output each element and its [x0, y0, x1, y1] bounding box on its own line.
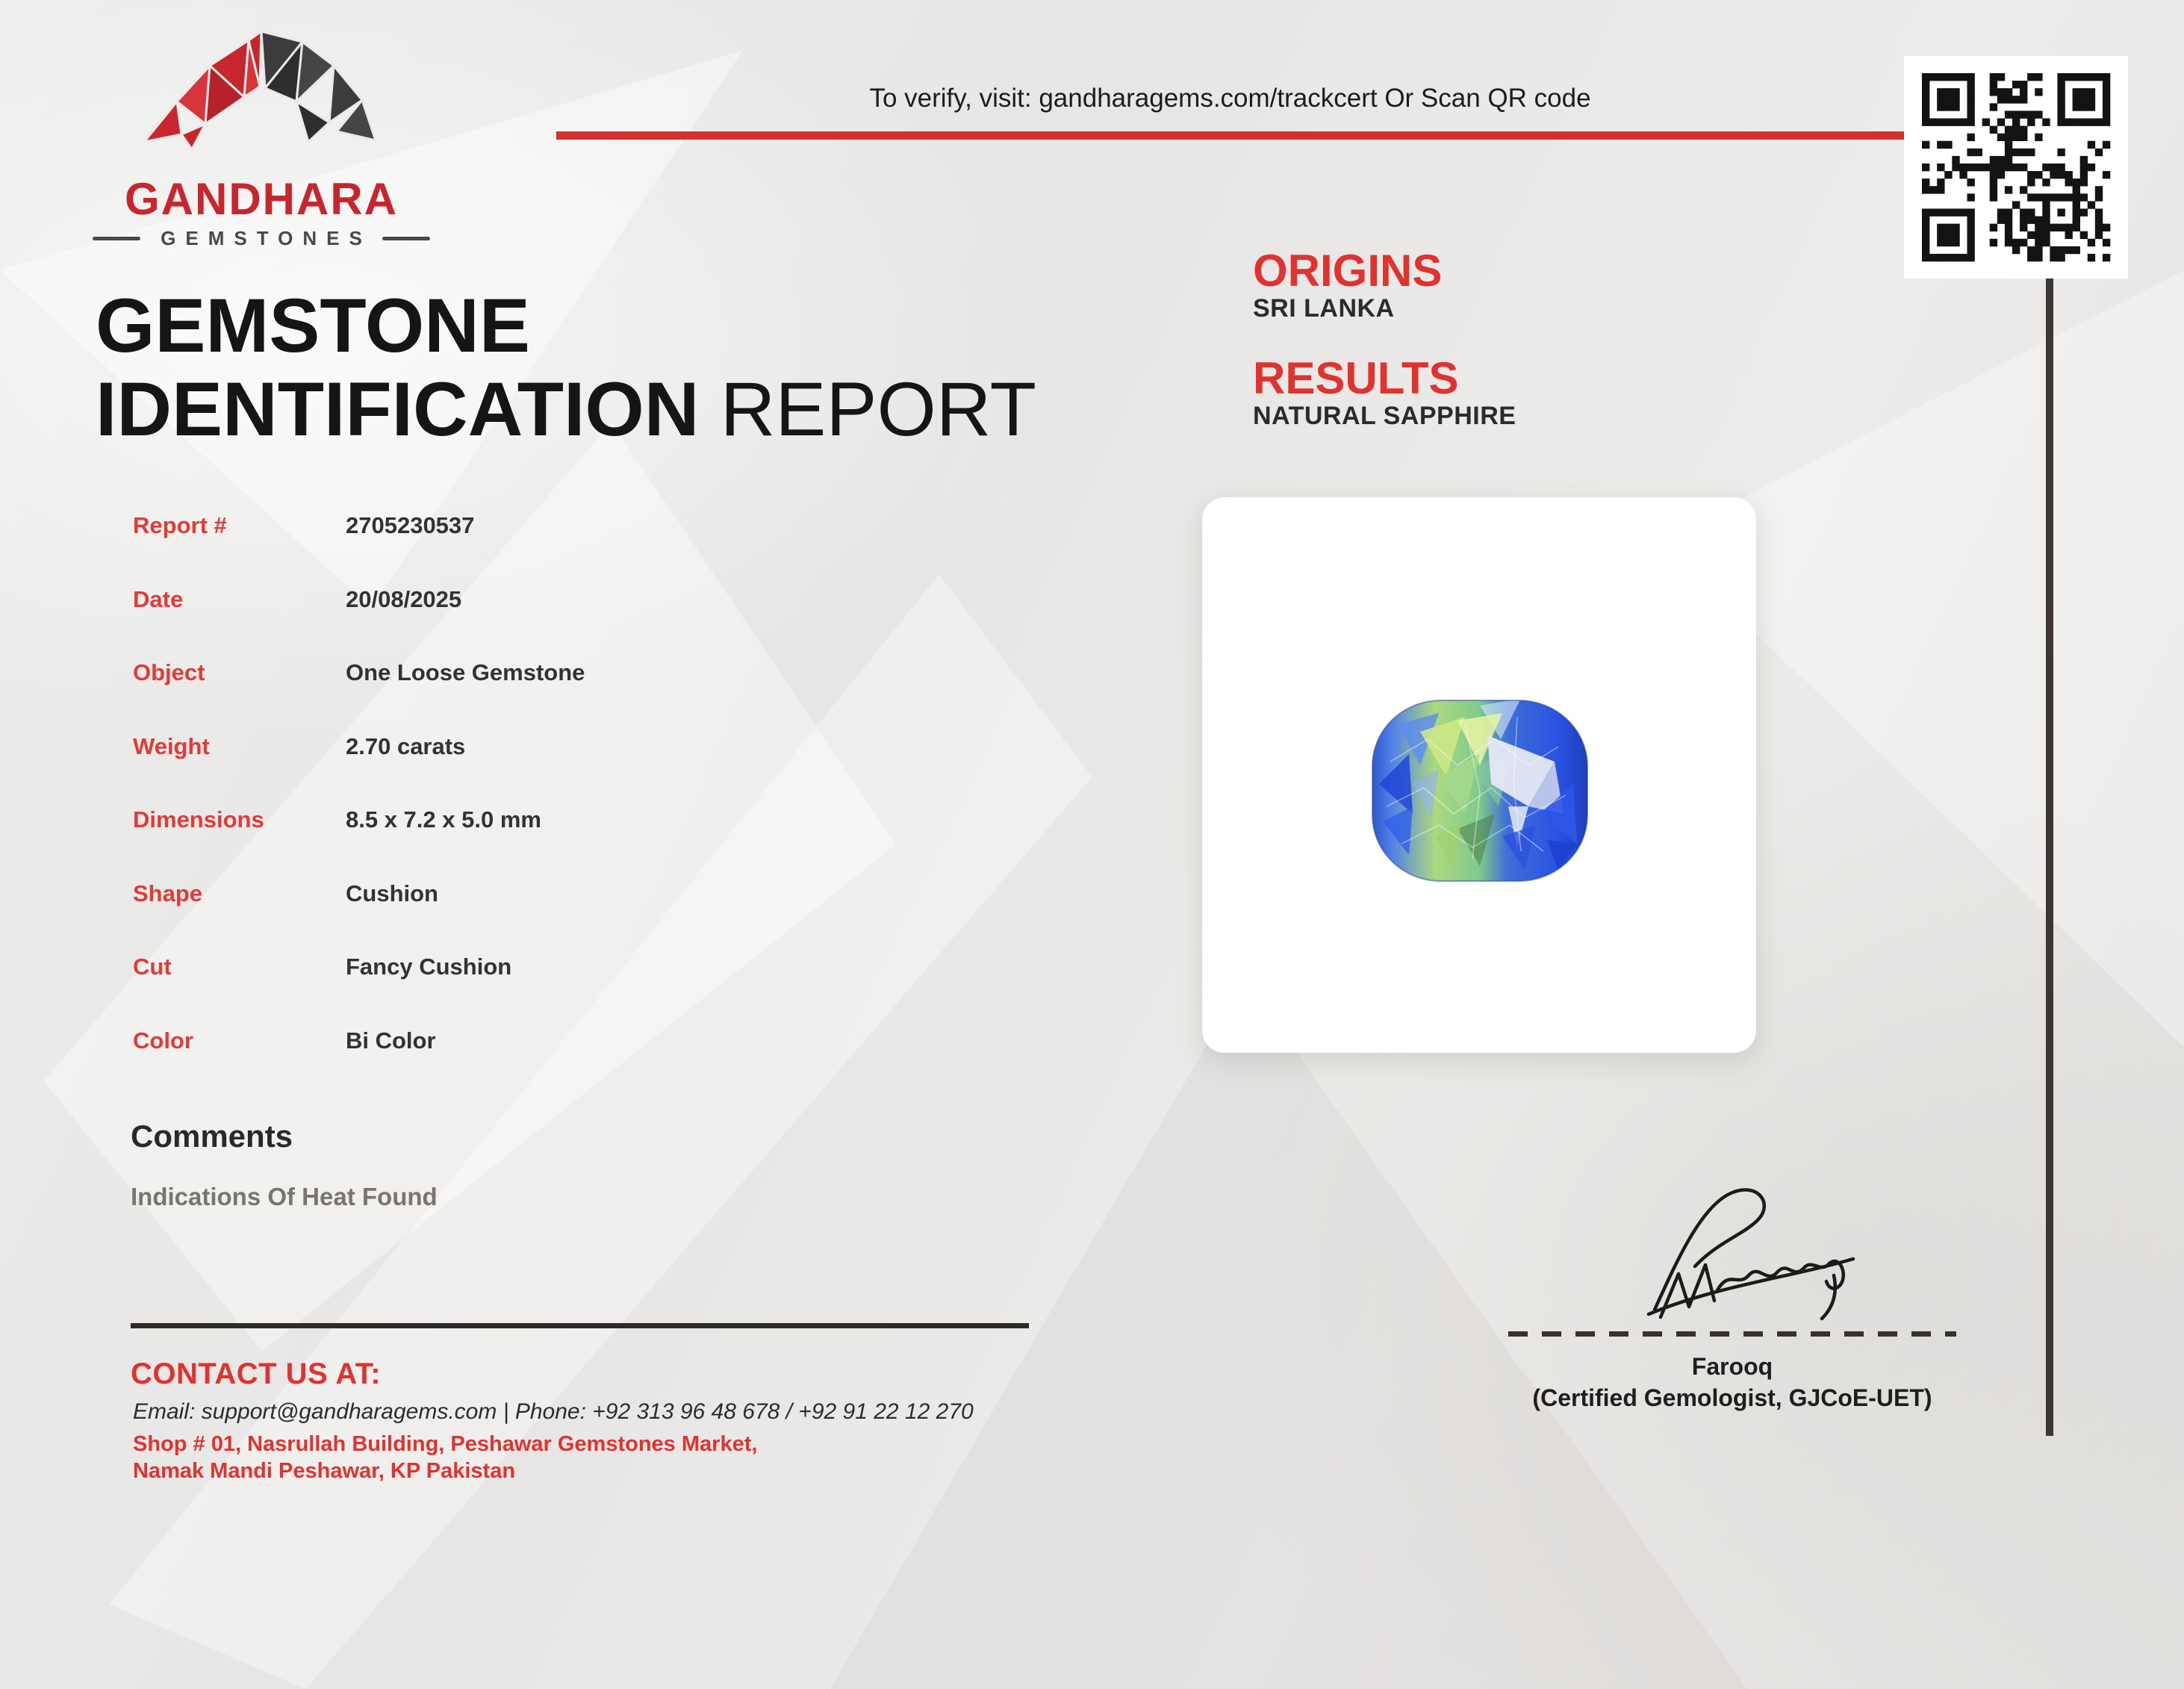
page-title-line2 — [96, 366, 1036, 453]
field-label-object: Object — [133, 659, 205, 685]
accent-bar — [556, 131, 1905, 140]
field-value-report-number: 2705230537 — [346, 512, 475, 538]
contact-email-phone: Email: support@gandharagems.com | Phone: +92 313 96 48 678 / +92 91 22 12 270 — [133, 1399, 974, 1424]
origins-heading: ORIGINS — [1253, 246, 1443, 296]
field-value-dimensions: 8.5 x 7.2 x 5.0 mm — [346, 806, 541, 833]
gem-photo — [1368, 694, 1592, 887]
field-label-report-number: Report # — [133, 512, 227, 538]
vertical-rule — [2046, 279, 2053, 1436]
field-label-weight: Weight — [133, 733, 210, 759]
field-value-weight: 2.70 carats — [346, 733, 466, 759]
field-label-dimensions: Dimensions — [133, 806, 264, 833]
signature-handwriting — [1605, 1171, 1897, 1331]
comments-heading: Comments — [131, 1119, 293, 1154]
field-label-date: Date — [133, 586, 184, 612]
results-heading: RESULTS — [1253, 353, 1459, 403]
signature-dashed-line — [1508, 1331, 1956, 1337]
contact-address-line2: Namak Mandi Peshawar, KP Pakistan — [133, 1459, 516, 1483]
field-label-cut: Cut — [133, 954, 172, 980]
field-value-cut: Fancy Cushion — [346, 954, 512, 980]
contact-address-line1: Shop # 01, Nasrullah Building, Peshawar Gemstones Market, — [133, 1432, 758, 1456]
origins-value: SRI LANKA — [1253, 294, 1395, 323]
logo-dash-left — [93, 237, 140, 240]
divider-rule — [131, 1323, 1029, 1328]
field-value-color: Bi Color — [346, 1027, 436, 1054]
qr-code — [1904, 56, 2128, 279]
page-title-line1: GEMSTONE — [96, 283, 530, 368]
field-label-shape: Shape — [133, 880, 203, 906]
logo-dash-right — [382, 237, 430, 240]
field-value-date: 20/08/2025 — [346, 586, 462, 612]
field-label-color: Color — [133, 1027, 193, 1054]
contact-heading: CONTACT US AT: — [131, 1357, 382, 1390]
signatory-credential: (Certified Gemologist, GJCoE-UET) — [1532, 1384, 1932, 1411]
results-value: NATURAL SAPPHIRE — [1253, 402, 1516, 430]
field-value-object: One Loose Gemstone — [346, 659, 585, 685]
gem-logo-icon — [138, 28, 385, 157]
logo-subtitle-text: GEMSTONES — [161, 227, 372, 249]
comments-text: Indications Of Heat Found — [131, 1183, 438, 1210]
logo-wordmark: GANDHARA — [125, 174, 398, 224]
page-title-identification: IDENTIFICATION — [96, 367, 700, 452]
signatory-name: Farooq — [1691, 1353, 1773, 1380]
page-title-report: REPORT — [699, 367, 1036, 452]
verify-instruction-text: To verify, visit: gandharagems.com/trackcert Or Scan QR code — [869, 84, 1591, 113]
logo-subtitle — [90, 227, 433, 250]
field-value-shape: Cushion — [346, 880, 438, 906]
